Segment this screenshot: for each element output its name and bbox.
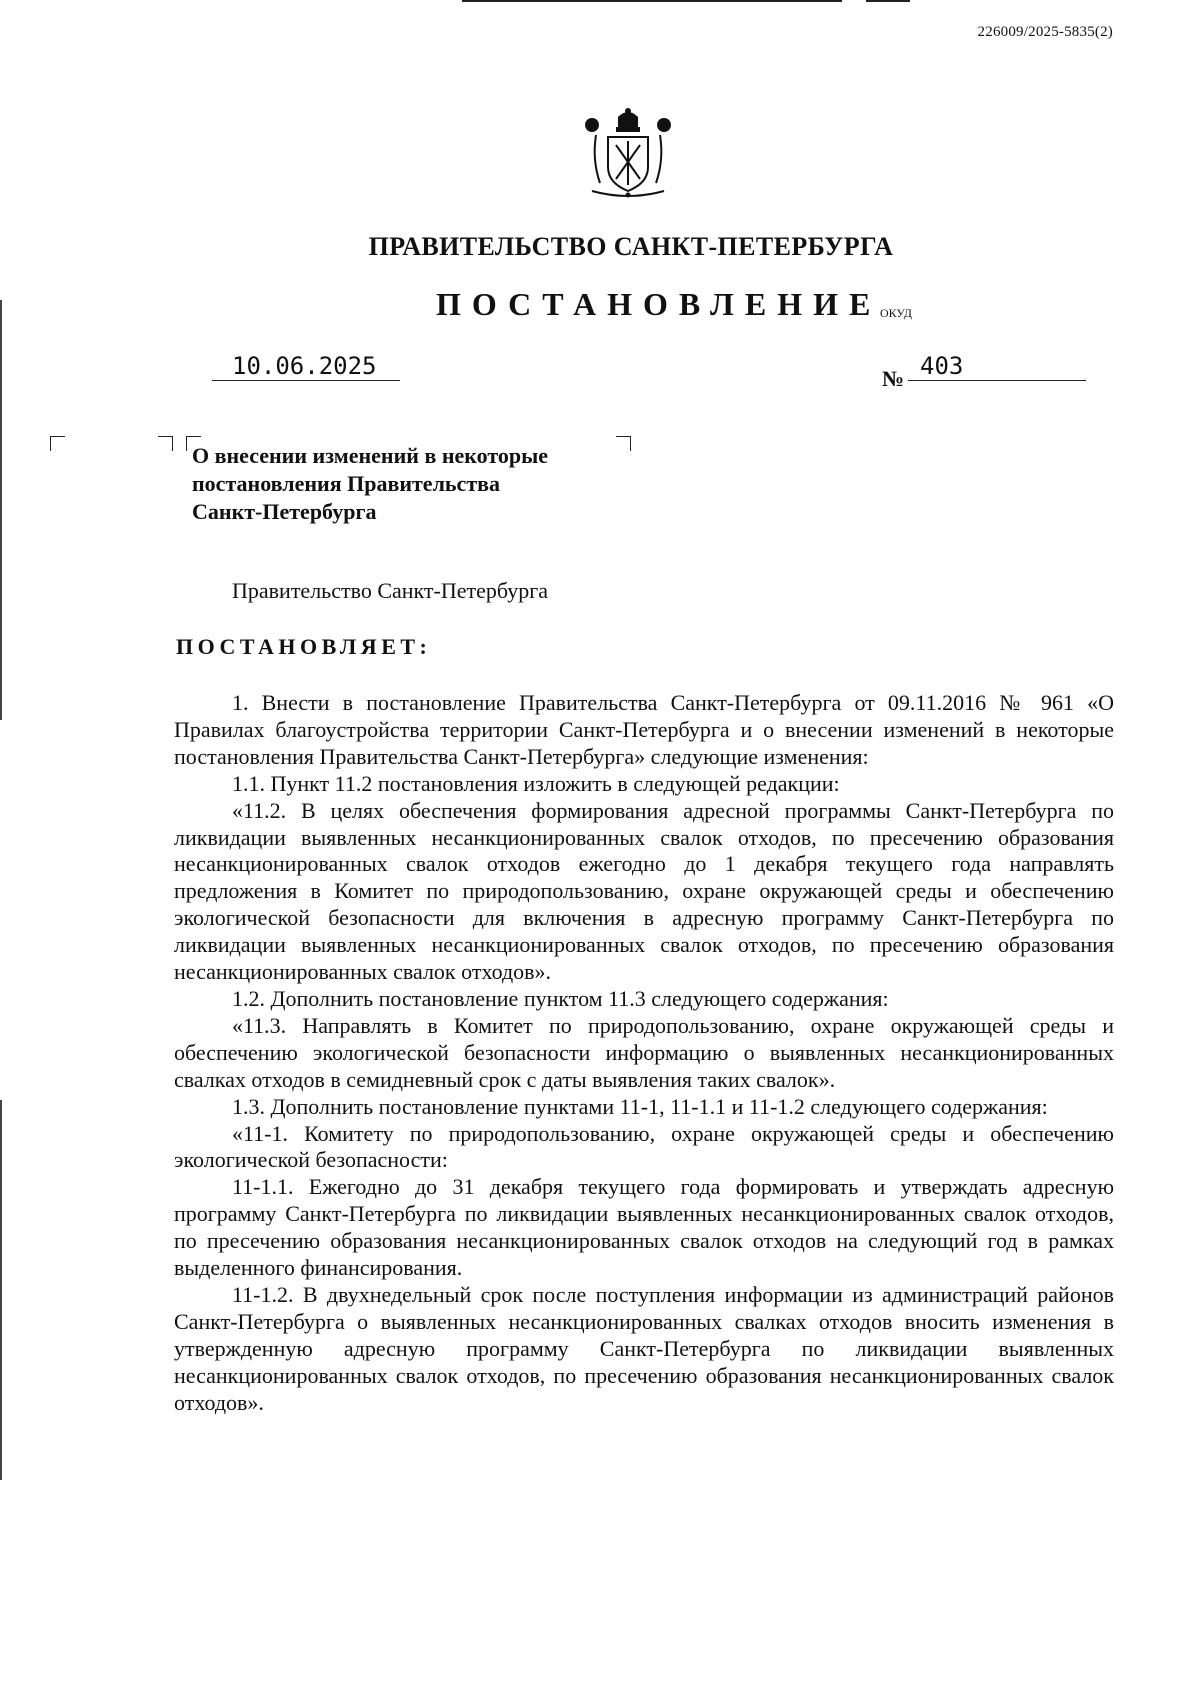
coat-of-arms-icon xyxy=(578,105,678,205)
decree-title: ПОСТАНОВЛЕНИЕ xyxy=(436,286,882,322)
body-paragraph: «11.2. В целях обеспечения формирования адресной программы Санкт-Петербурга по ликвидации выявленных несанкционированных свалок отходов, по пресечению образования несанкционированных свалок отходов ежегодно до 1 декабря текущего года направлять предложения в Комитет по природопользованию, охране окружающей среды и обеспечению экологической безопасности для включения в адресную программу Санкт-Петербурга по ликвидации выявленных несанкционированных свалок отходов, по пресечению образования несанкционированных свалок отходов». xyxy=(174,797,1114,985)
number-label: № xyxy=(882,366,905,391)
body-paragraph: 1.3. Дополнить постановление пунктами 11-1, 11-1.1 и 11-1.2 следующего содержания: xyxy=(232,1093,1048,1119)
scan-artifact-line xyxy=(866,0,910,2)
body-paragraph: «11.3. Направлять в Комитет по природопользованию, охране окружающей среды и обеспечению экологической безопасности информацию о выявленных несанкционированных свалках отходов в семидневный срок с даты выявления таких свалок». xyxy=(174,1012,1114,1092)
decree-subject xyxy=(192,442,612,526)
subject-line: постановления Правительства xyxy=(192,471,500,496)
body-paragraph: 1.2. Дополнить постановление пунктом 11.3 следующего содержания: xyxy=(232,985,889,1011)
decree-body xyxy=(174,690,1114,1416)
okud-label: ОКУД xyxy=(880,306,912,320)
bracket-mark xyxy=(158,436,173,451)
bracket-mark xyxy=(616,436,631,451)
subject-line: О внесении изменений в некоторые xyxy=(192,443,549,468)
government-title: ПРАВИТЕЛЬСТВО САНКТ-ПЕТЕРБУРГА xyxy=(368,232,894,261)
body-paragraph: «11-1. Комитету по природопользованию, охране окружающей среды и обеспечению экологической безопасности: xyxy=(174,1120,1114,1173)
scan-edge-mark xyxy=(0,300,2,720)
body-paragraph: 11-1.2. В двухнедельный срок после поступления информации из администраций районов Санкт-Петербурга о выявленных несанкционированных свалках отходов вносить изменения в утвержденную адресную программу Санкт-Петербурга по ликвидации выявленных несанкционированных свалок отходов, по пресечению образования несанкционированных свалок отходов». xyxy=(174,1281,1114,1415)
decree-date: 10.06.2025 xyxy=(212,352,400,381)
body-paragraph: 1.1. Пункт 11.2 постановления изложить в следующей редакции: xyxy=(232,770,840,796)
preamble: Правительство Санкт-Петербурга xyxy=(232,578,549,603)
decree-number: 403 xyxy=(908,352,1086,381)
body-paragraph: 11-1.1. Ежегодно до 31 декабря текущего года формировать и утверждать адресную программу Санкт-Петербурга по ликвидации выявленных несанкционированных свалок отходов, по пресечению образования несанкционированных свалок отходов на следующий год в рамках выделенного финансирования. xyxy=(174,1174,1114,1281)
scan-edge-mark xyxy=(0,1100,2,1480)
subject-line: Санкт-Петербурга xyxy=(192,499,377,524)
reference-code: 226009/2025-5835(2) xyxy=(977,24,1113,40)
decides-heading: ПОСТАНОВЛЯЕТ: xyxy=(176,634,432,659)
bracket-mark xyxy=(50,436,65,451)
body-paragraph: 1. Внести в постановление Правительства Санкт-Петербурга от 09.11.2016 № 961 «О Правилах благоустройства территории Санкт-Петербурга и о внесении изменений в некоторые постановления Правительства Санкт-Петербурга» следующие изменения: xyxy=(174,690,1114,769)
scan-artifact-line xyxy=(462,0,842,2)
